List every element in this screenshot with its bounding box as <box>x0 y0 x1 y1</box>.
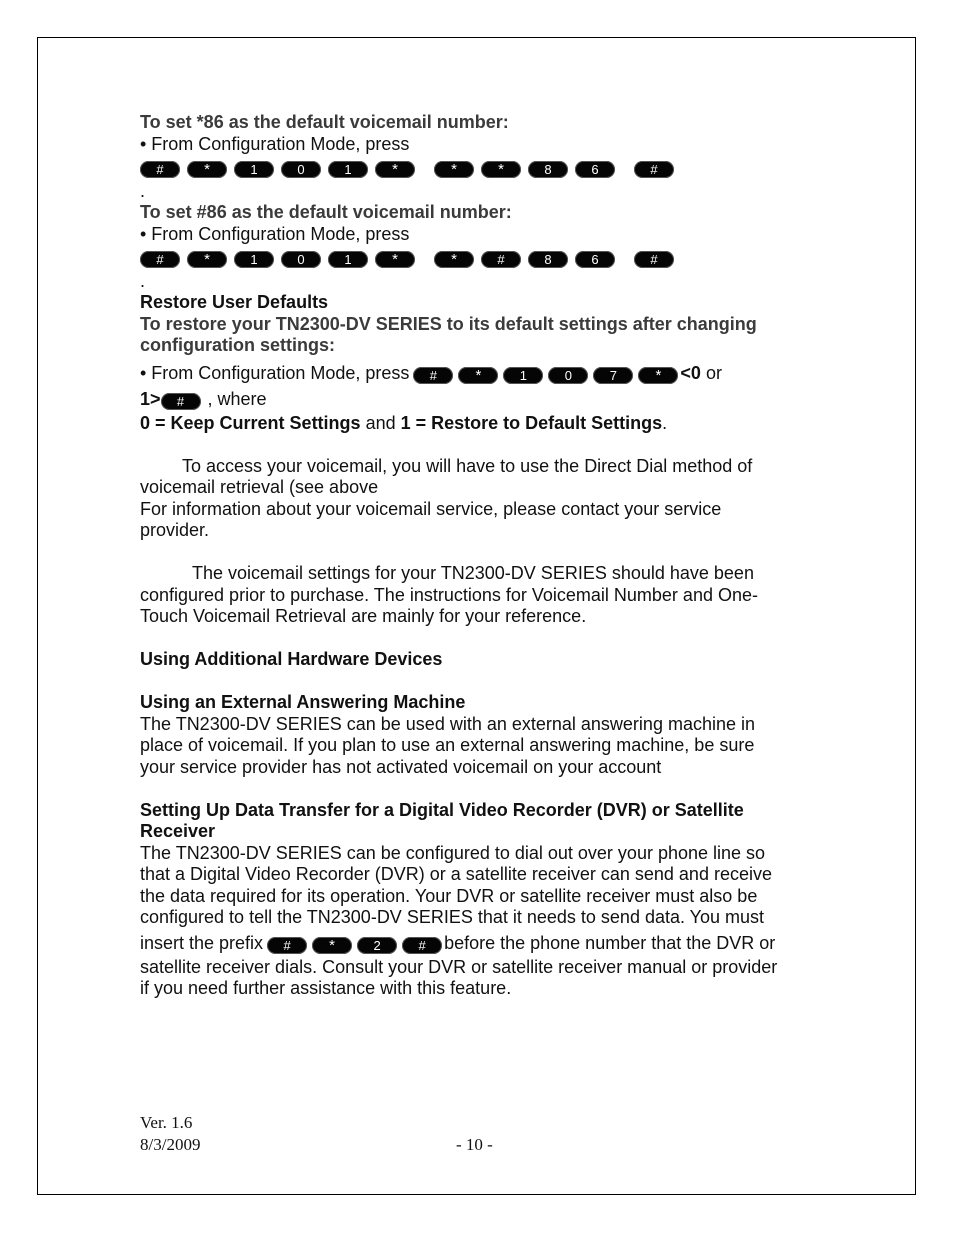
subheading-restore-cont: configuration settings: <box>140 335 335 355</box>
key-button: # <box>481 251 521 268</box>
access-line1: To access your voicemail, you will have to use the Direct Dial method of <box>182 455 753 476</box>
key-button: 0 <box>281 161 321 178</box>
keypad-sequence-restore <box>413 367 678 384</box>
heading-restore: Restore User Defaults <box>140 292 329 312</box>
key-button: 0 <box>281 251 321 268</box>
key-button: * <box>434 251 474 268</box>
instruction-hash86: • From Configuration Mode, press <box>140 223 410 244</box>
restore-option-one: 1> <box>140 388 161 409</box>
dvr-line1: The TN2300-DV SERIES can be configured to dial out over your phone line so <box>140 842 766 863</box>
key-button: * <box>375 161 415 178</box>
subheading-restore: To restore your TN2300-DV SERIES to its default settings after changing <box>140 313 757 334</box>
key-button: 6 <box>575 161 615 178</box>
footer-date: 8/3/2009 <box>140 1135 201 1154</box>
dvr-prefix-text: insert the prefix <box>140 932 264 953</box>
restore-definitions <box>140 413 820 435</box>
answering-line1: The TN2300-DV SERIES can be used with an external answering machine in <box>140 713 755 734</box>
key-button: 7 <box>593 367 633 384</box>
settings-line1: The voicemail settings for your TN2300-DV SERIES should have been <box>192 563 754 583</box>
key-button: * <box>458 367 498 384</box>
dvr-line6: satellite receiver dials. Consult your DVR or satellite receiver manual or provider <box>140 956 778 977</box>
restore-option-zero: <0 <box>680 362 701 383</box>
heading-answering-machine: Using an External Answering Machine <box>140 692 466 712</box>
heading-dvr-cont: Receiver <box>140 821 216 841</box>
access-line2: voicemail retrieval (see above <box>140 477 379 497</box>
def-and: and <box>360 412 401 433</box>
key-button: # <box>140 161 180 178</box>
dvr-line4: configured to tell the TN2300-DV SERIES that it needs to send data. You must <box>140 907 765 927</box>
keypad-sequence-dvr-prefix <box>267 937 442 954</box>
key-button: 1 <box>234 251 274 268</box>
answering-line3: your service provider has not activated voicemail on your account <box>140 756 662 777</box>
document-body <box>140 112 820 1000</box>
footer-version: Ver. 1.6 <box>140 1113 193 1132</box>
key-button: # <box>402 937 442 954</box>
dvr-line7: if you need further assistance with this feature. <box>140 978 512 998</box>
key-button: # <box>634 161 674 178</box>
key-button: * <box>375 251 415 268</box>
key-button: 1 <box>234 161 274 178</box>
heading-hash86: To set #86 as the default voicemail number: <box>140 202 512 222</box>
key-button: 6 <box>575 251 615 268</box>
heading-hardware: Using Additional Hardware Devices <box>140 649 443 669</box>
key-button: # <box>413 367 453 384</box>
heading-dvr: Setting Up Data Transfer for a Digital Video Recorder (DVR) or Satellite <box>140 799 744 820</box>
def-restore: 1 = Restore to Default Settings <box>400 412 663 433</box>
settings-line2: configured prior to purchase. The instructions for Voicemail Number and One- <box>140 584 758 605</box>
trailing-dot: . <box>140 271 146 291</box>
key-button: 1 <box>328 161 368 178</box>
keypad-sequence-hash86 <box>140 247 820 271</box>
key-button: 8 <box>528 161 568 178</box>
access-line4: provider. <box>140 520 210 540</box>
footer-page-number: - 10 - <box>456 1135 493 1154</box>
key-button: * <box>434 161 474 178</box>
key-button: 2 <box>357 937 397 954</box>
key-button: # <box>634 251 674 268</box>
dvr-after-prefix: before the phone number that the DVR or <box>444 932 776 953</box>
trailing-dot: . <box>140 181 146 201</box>
instruction-star86: • From Configuration Mode, press <box>140 133 410 154</box>
restore-where: , where <box>202 388 267 409</box>
restore-line2 <box>140 389 820 413</box>
key-button: * <box>638 367 678 384</box>
key-button: # <box>140 251 180 268</box>
key-button: * <box>187 251 227 268</box>
key-button: * <box>481 161 521 178</box>
dvr-line5 <box>140 933 820 957</box>
restore-or: or <box>700 362 722 383</box>
key-button: 1 <box>328 251 368 268</box>
answering-line2: place of voicemail. If you plan to use an external answering machine, be sure <box>140 735 755 755</box>
key-button: # <box>267 937 307 954</box>
settings-line3: Touch Voicemail Retrieval are mainly for your reference. <box>140 606 587 626</box>
keypad-sequence-star86 <box>140 157 820 181</box>
restore-instruction <box>140 363 820 387</box>
key-button: * <box>312 937 352 954</box>
dvr-line3: the data required for its operation. Your DVR or satellite receiver must also be <box>140 885 758 906</box>
restore-instruction-text: • From Configuration Mode, press <box>140 362 410 383</box>
key-button: 8 <box>528 251 568 268</box>
keypad-sequence-restore-end <box>161 393 201 410</box>
access-line3: For information about your voicemail service, please contact your service <box>140 498 722 519</box>
def-keep: 0 = Keep Current Settings <box>140 412 361 433</box>
dvr-line2: that a Digital Video Recorder (DVR) or a satellite receiver can send and receive <box>140 864 772 884</box>
key-button: 1 <box>503 367 543 384</box>
key-button: 0 <box>548 367 588 384</box>
def-end: . <box>662 412 668 433</box>
key-button: # <box>161 393 201 410</box>
heading-star86: To set *86 as the default voicemail number: <box>140 112 509 132</box>
key-button: * <box>187 161 227 178</box>
